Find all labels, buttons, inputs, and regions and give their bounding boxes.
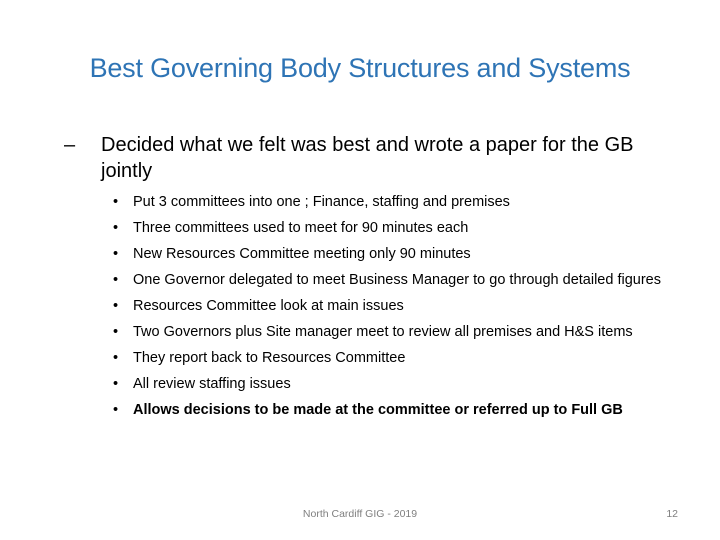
- bullet-icon: •: [113, 376, 119, 392]
- bullet-icon: •: [113, 246, 119, 262]
- list-item: [113, 322, 673, 344]
- bullet-icon: •: [113, 194, 119, 210]
- list-item: [113, 218, 673, 240]
- list-item: [113, 192, 673, 214]
- lead-text: Decided what we felt was best and wrote a paper for the GB jointly: [101, 134, 634, 182]
- lead-point: [64, 132, 684, 184]
- slide-title: Best Governing Body Structures and Systems: [89, 53, 631, 83]
- list-item-text: Allows decisions to be made at the committee or referred up to Full GB: [133, 402, 623, 418]
- bullet-icon: •: [113, 402, 119, 418]
- list-item: [113, 244, 673, 266]
- list-item: [113, 374, 673, 396]
- dash-marker: –: [64, 134, 76, 156]
- slide-footer: North Cardiff GIG - 2019: [302, 508, 418, 520]
- list-item-text: One Governor delegated to meet Business Manager to go through detailed figures: [133, 272, 661, 288]
- bullet-icon: •: [113, 350, 119, 366]
- list-item-text: Three committees used to meet for 90 minutes each: [133, 220, 469, 236]
- list-item-text: Resources Committee look at main issues: [133, 298, 404, 314]
- page-number: 12: [666, 508, 678, 520]
- bullet-list: [113, 192, 673, 426]
- list-item: [113, 348, 673, 370]
- list-item: [113, 296, 673, 318]
- list-item-text: Two Governors plus Site manager meet to review all premises and H&S items: [133, 324, 633, 340]
- list-item-text: New Resources Committee meeting only 90 minutes: [133, 246, 471, 262]
- bullet-icon: •: [113, 298, 119, 314]
- bullet-icon: •: [113, 220, 119, 236]
- list-item-text: They report back to Resources Committee: [133, 350, 406, 366]
- list-item-text: All review staffing issues: [133, 376, 291, 392]
- bullet-icon: •: [113, 272, 119, 288]
- list-item-text: Put 3 committees into one ; Finance, staffing and premises: [133, 194, 510, 210]
- bullet-icon: •: [113, 324, 119, 340]
- list-item: [113, 400, 673, 422]
- list-item: [113, 270, 673, 292]
